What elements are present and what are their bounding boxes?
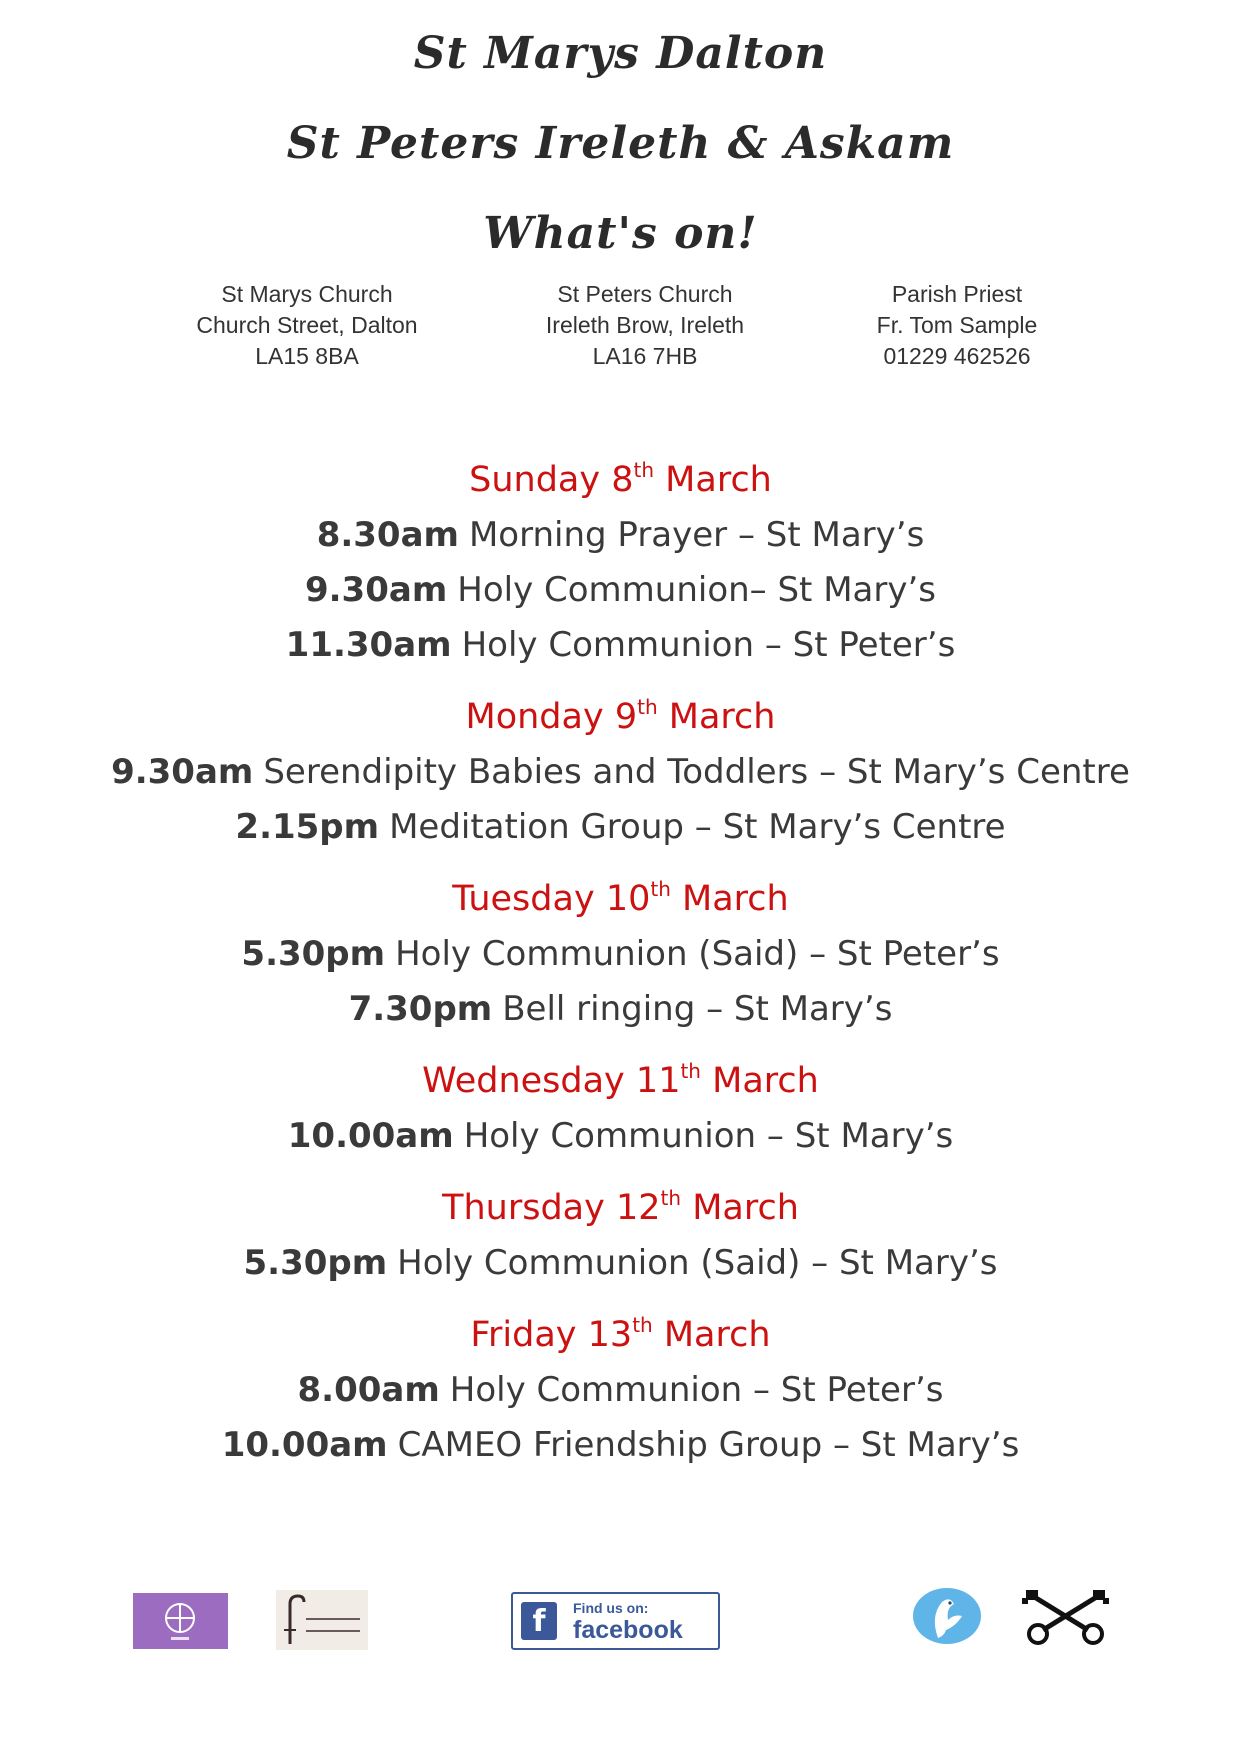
st-peters-keys-logo — [1018, 1586, 1113, 1646]
event-item — [0, 1236, 1241, 1291]
day-block — [0, 689, 1241, 855]
contact-postcode: LA15 8BA — [255, 343, 359, 369]
day-name: Friday — [470, 1315, 577, 1355]
event-description: Holy Communion – St Peter’s — [461, 625, 956, 665]
contact-name: St Marys Church — [221, 281, 393, 307]
event-description: Holy Communion – St Mary’s — [463, 1116, 954, 1156]
event-item — [0, 745, 1241, 800]
day-name: Wednesday — [422, 1061, 625, 1101]
event-description: Bell ringing – St Mary’s — [502, 989, 893, 1029]
event-time: 5.30pm — [241, 934, 386, 974]
day-block — [0, 1180, 1241, 1291]
contact-st-peters-church — [480, 279, 810, 372]
event-time: 10.00am — [221, 1425, 388, 1465]
day-date-suffix: th — [650, 877, 671, 901]
day-month: March — [712, 1061, 819, 1101]
day-date: 13 — [587, 1315, 633, 1355]
event-time: 5.30pm — [243, 1243, 388, 1283]
title-whats-on: What's on! — [483, 208, 758, 259]
day-date: 8 — [611, 460, 634, 500]
event-item — [0, 1363, 1241, 1418]
event-description: Serendipity Babies and Toddlers – St Mary’s Centre — [263, 752, 1130, 792]
crossed-keys-icon — [1018, 1586, 1113, 1646]
day-name: Monday — [465, 697, 604, 737]
day-heading — [0, 871, 1241, 927]
weekly-schedule — [0, 452, 1241, 1489]
day-month: March — [663, 1315, 771, 1355]
contact-address: Church Street, Dalton — [196, 312, 418, 338]
contact-address: Ireleth Brow, Ireleth — [545, 312, 745, 338]
event-description: Holy Communion (Said) – St Peter’s — [395, 934, 1000, 974]
event-description: Meditation Group – St Mary’s Centre — [389, 807, 1006, 847]
contact-name: St Peters Church — [557, 281, 733, 307]
day-block — [0, 452, 1241, 673]
day-date: 10 — [605, 879, 651, 919]
event-time: 11.30am — [285, 625, 452, 665]
event-item — [0, 563, 1241, 618]
day-date-suffix: th — [637, 695, 658, 719]
day-date: 9 — [614, 697, 638, 737]
day-heading — [0, 1307, 1241, 1363]
facebook-find-us-button[interactable] — [511, 1592, 720, 1650]
facebook-wordmark: facebook — [573, 1616, 683, 1644]
event-description: Holy Communion (Said) – St Mary’s — [397, 1243, 998, 1283]
day-date: 12 — [615, 1188, 661, 1228]
event-time: 7.30pm — [348, 989, 493, 1029]
day-month: March — [692, 1188, 799, 1228]
day-name: Thursday — [442, 1188, 605, 1228]
dove-logo — [910, 1586, 984, 1648]
day-heading — [0, 689, 1241, 745]
day-date-suffix: th — [632, 1313, 653, 1337]
contact-role: Parish Priest — [891, 281, 1023, 307]
event-item — [0, 1418, 1241, 1473]
contact-priest-name: Fr. Tom Sample — [876, 312, 1038, 338]
day-date-suffix: th — [660, 1186, 682, 1210]
event-description: Morning Prayer – St Mary’s — [468, 515, 925, 555]
day-month: March — [665, 460, 772, 500]
contact-phone: 01229 462526 — [883, 343, 1031, 369]
day-month: March — [668, 697, 776, 737]
title-st-marys-dalton: St Marys Dalton — [413, 28, 828, 79]
contact-st-marys-church — [142, 279, 472, 372]
event-time: 2.15pm — [235, 807, 380, 847]
event-description: CAMEO Friendship Group – St Mary’s — [397, 1425, 1020, 1465]
day-heading — [0, 1053, 1241, 1109]
carlisle-diocese-logo — [276, 1590, 368, 1650]
event-description: Holy Communion – St Peter’s — [449, 1370, 944, 1410]
day-block — [0, 1053, 1241, 1164]
dove-icon — [910, 1586, 984, 1648]
event-item — [0, 1109, 1241, 1164]
contact-postcode: LA16 7HB — [592, 343, 698, 369]
facebook-find-us-label: Find us on: — [573, 1600, 649, 1616]
crozier-icon — [276, 1590, 368, 1650]
day-name: Sunday — [469, 460, 601, 500]
day-block — [0, 871, 1241, 1037]
day-heading — [0, 1180, 1241, 1236]
day-date-suffix: th — [633, 458, 655, 482]
event-time: 9.30am — [304, 570, 448, 610]
cross-emblem-icon — [133, 1593, 228, 1649]
event-item — [0, 927, 1241, 982]
event-time: 10.00am — [287, 1116, 454, 1156]
church-of-england-logo — [133, 1593, 228, 1649]
event-time: 8.30am — [316, 515, 459, 555]
contact-parish-priest — [792, 279, 1122, 372]
event-time: 9.30am — [111, 752, 254, 792]
event-description: Holy Communion– St Mary’s — [457, 570, 936, 610]
day-block — [0, 1307, 1241, 1473]
event-item — [0, 508, 1241, 563]
facebook-icon: f — [521, 1602, 557, 1640]
event-item — [0, 800, 1241, 855]
day-heading — [0, 452, 1241, 508]
day-month: March — [682, 879, 789, 919]
title-st-peters-ireleth-askam: St Peters Ireleth & Askam — [286, 118, 955, 169]
event-time: 8.00am — [297, 1370, 440, 1410]
day-name: Tuesday — [452, 879, 595, 919]
event-item — [0, 618, 1241, 673]
event-item — [0, 982, 1241, 1037]
day-date: 11 — [635, 1061, 681, 1101]
day-date-suffix: th — [680, 1059, 701, 1083]
